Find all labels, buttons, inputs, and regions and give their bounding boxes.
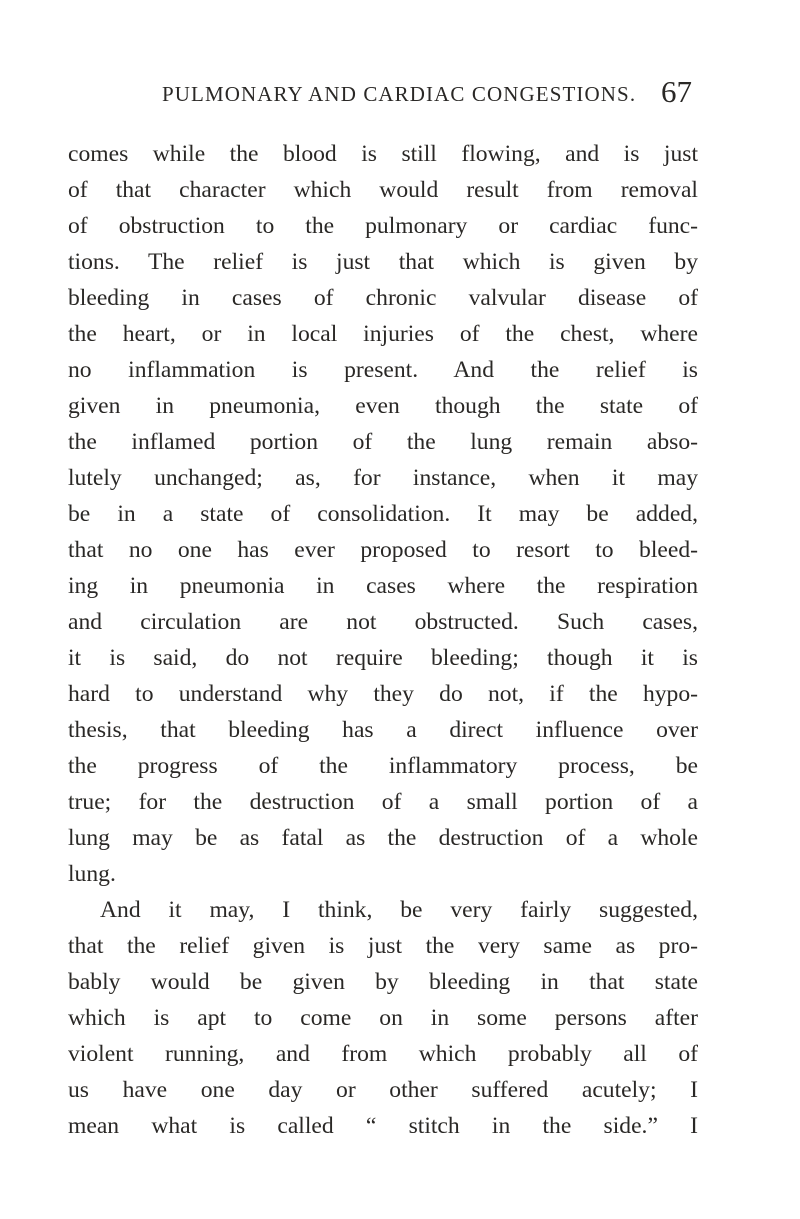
page-header xyxy=(162,74,692,114)
text-line: be in a state of consolidation. It may be added, xyxy=(68,501,698,527)
text-line: bleeding in cases of chronic valvular disease of xyxy=(68,285,698,311)
text-line: violent running, and from which probably all of xyxy=(68,1041,698,1067)
text-line: mean what is called “ stitch in the side.” I xyxy=(68,1113,698,1139)
text-line: of obstruction to the pulmonary or cardiac func- xyxy=(68,213,698,239)
text-line: lung. xyxy=(68,861,116,887)
text-line: lutely unchanged; as, for instance, when it may xyxy=(68,465,698,491)
text-line: that no one has ever proposed to resort to bleed- xyxy=(68,537,698,563)
text-line: comes while the blood is still flowing, and is just xyxy=(68,141,698,167)
text-line: the inflamed portion of the lung remain abso- xyxy=(68,429,698,455)
paragraph-first-line: And it may, I think, be very fairly suggested, xyxy=(100,897,698,923)
text-line: the progress of the inflammatory process, be xyxy=(68,753,698,779)
text-line: hard to understand why they do not, if the hypo- xyxy=(68,681,698,707)
text-line: of that character which would result from removal xyxy=(68,177,698,203)
page-number: 67 xyxy=(661,74,692,109)
text-line: us have one day or other suffered acutely; I xyxy=(68,1077,698,1103)
text-line: that the relief given is just the very same as pro- xyxy=(68,933,698,959)
text-line: ing in pneumonia in cases where the respiration xyxy=(68,573,698,599)
text-line: given in pneumonia, even though the state of xyxy=(68,393,698,419)
text-line: thesis, that bleeding has a direct influence over xyxy=(68,717,698,743)
text-line: true; for the destruction of a small portion of a xyxy=(68,789,698,815)
text-line: lung may be as fatal as the destruction of a whole xyxy=(68,825,698,851)
text-line: the heart, or in local injuries of the chest, where xyxy=(68,321,698,347)
text-line: which is apt to come on in some persons after xyxy=(68,1005,698,1031)
text-line: it is said, do not require bleeding; though it is xyxy=(68,645,698,671)
text-line: bably would be given by bleeding in that state xyxy=(68,969,698,995)
running-title: PULMONARY AND CARDIAC CONGESTIONS. xyxy=(162,82,637,106)
text-line: and circulation are not obstructed. Such cases, xyxy=(68,609,698,635)
text-line: tions. The relief is just that which is given by xyxy=(68,249,698,275)
text-line: no inflammation is present. And the relief is xyxy=(68,357,698,383)
